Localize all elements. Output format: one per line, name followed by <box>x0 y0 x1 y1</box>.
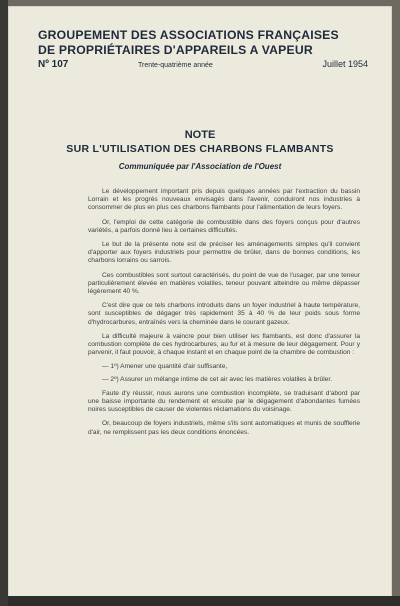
left-shadow-strip <box>0 0 8 606</box>
list-item: — 2º) Assurer un mélange intime de cet air avec les matières volatiles à brûler. <box>102 375 332 383</box>
bottom-shadow-strip <box>8 596 400 606</box>
header-meta <box>38 59 368 70</box>
publication-year: Trente-quatrième année <box>137 62 213 69</box>
note-byline: Communiquée par l'Association de l'Ouest <box>118 162 282 171</box>
paragraph: Or, l'emploi de cette catégorie de combustible dans des foyers conçus pour d'autres variétés, a parfois donné lieu à certaines difficultés. <box>88 218 360 234</box>
bulletin-header <box>38 28 368 70</box>
paragraph: Faute d'y réussir, nous aurons une combustion incomplète, se traduisant d'abord par une baisse importante du rendement et ensuite par le dégagement d'abondantes fumées noires susceptibles de causer de violentes réclamations du voisinage. <box>88 389 360 414</box>
note-heading <box>0 128 400 171</box>
paragraph: C'est dire que ce tels charbons introduits dans un foyer industriel à haute température, sont susceptibles de dégager très rapidement 35 à 40 % de leur poids sous forme d'hydrocarbures, entraînés vers la cheminée dans le courant gazeux. <box>88 302 360 326</box>
note-body <box>88 188 360 443</box>
issue-number: Nº 107 <box>38 59 69 70</box>
note-title: NOTE <box>184 129 216 141</box>
header-line-1: GROUPEMENT DES ASSOCIATIONS FRANÇAISES <box>38 28 339 42</box>
paragraph: La difficulté majeure à vaincre pour bien utiliser les flambants, est donc d'assurer la combustion complète de ces hydrocarbures, au fur et à mesure de leur dégagement. Pour y parvenir, il faut pouvoir, à chaque instant et en chaque point de la chambre de combustion : <box>88 332 360 357</box>
header-line-2: DE PROPRIÉTAIRES D'APPAREILS A VAPEUR <box>38 43 313 57</box>
list-item: — 1º) Amener une quantité d'air suffisante, <box>102 363 228 371</box>
paragraph: Ces combustibles sont surtout caractérisés, du point de vue de l'usager, par une teneur particulièrement élevée en matières volatiles, teneur pouvant atteindre ou même dépasser légèrement 40 %. <box>88 271 360 296</box>
note-subtitle: SUR L'UTILISATION DES CHARBONS FLAMBANTS <box>66 143 334 155</box>
paragraph: Le but de la présente note est de préciser les aménagements simples qu'il convient d'apporter aux foyers industriels pour permettre de brûler, dans de bonnes conditions, les charbons lorrains ou sarrois. <box>88 241 360 265</box>
paragraph: Le développement important pris depuis quelques années par l'extraction du bassin Lorrain et les progrès nouveaux envisagés dans l'avenir, conduiront nos industries à consommer de plus en plus ces charbons flambants pour l'alimentation de leurs foyers. <box>88 188 360 212</box>
paragraph: Or, beaucoup de foyers industriels, même s'ils sont automatiques et munis de soufflerie d'air, ne remplissent pas les deux conditions énoncées. <box>88 420 360 436</box>
issue-date: Juillet 1954 <box>322 59 368 69</box>
